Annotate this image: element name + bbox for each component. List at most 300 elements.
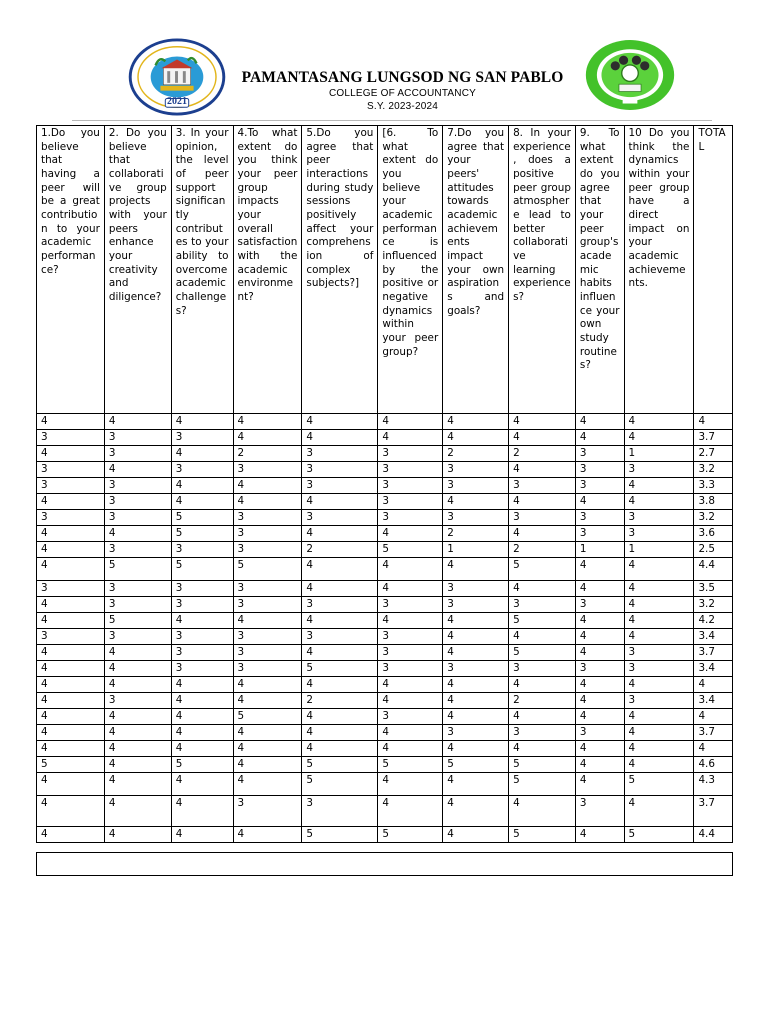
table-row bbox=[37, 725, 733, 741]
table-cell: 3 bbox=[624, 661, 694, 677]
table-cell: 4 bbox=[443, 709, 509, 725]
table-cell: 3 bbox=[171, 597, 233, 613]
table-cell: 3 bbox=[233, 526, 302, 542]
table-cell: 3 bbox=[624, 462, 694, 478]
table-cell: 4 bbox=[233, 725, 302, 741]
table-cell: 3 bbox=[443, 478, 509, 494]
total-cell: 3.7 bbox=[694, 796, 733, 827]
table-cell: 4 bbox=[443, 430, 509, 446]
table-row bbox=[37, 542, 733, 558]
table-cell: 4 bbox=[104, 773, 171, 796]
table-cell: 4 bbox=[378, 741, 443, 757]
total-cell: 3.2 bbox=[694, 597, 733, 613]
total-cell: 4 bbox=[694, 414, 733, 430]
total-cell: 3.5 bbox=[694, 581, 733, 597]
table-cell: 4 bbox=[233, 827, 302, 843]
table-cell: 4 bbox=[171, 709, 233, 725]
table-cell: 4 bbox=[624, 796, 694, 827]
table-cell: 4 bbox=[443, 827, 509, 843]
table-cell: 3 bbox=[171, 645, 233, 661]
table-cell: 3 bbox=[509, 597, 576, 613]
table-cell: 4 bbox=[443, 558, 509, 581]
table-row bbox=[37, 462, 733, 478]
table-cell: 4 bbox=[37, 558, 105, 581]
table-cell: 3 bbox=[378, 597, 443, 613]
table-cell: 4 bbox=[443, 773, 509, 796]
table-cell: 4 bbox=[624, 741, 694, 757]
question-6-header: [6. To what extent do you believe your academic performance is influenced by the positive or negative dynamics within your peer group? bbox=[378, 126, 443, 414]
table-cell: 3 bbox=[104, 581, 171, 597]
total-cell: 3.8 bbox=[694, 494, 733, 510]
table-cell: 3 bbox=[575, 725, 624, 741]
total-cell: 2.5 bbox=[694, 542, 733, 558]
table-cell: 3 bbox=[443, 725, 509, 741]
table-cell: 4 bbox=[624, 725, 694, 741]
table-cell: 3 bbox=[37, 581, 105, 597]
table-cell: 3 bbox=[509, 478, 576, 494]
table-cell: 3 bbox=[233, 510, 302, 526]
table-cell: 4 bbox=[233, 494, 302, 510]
table-cell: 5 bbox=[302, 661, 378, 677]
table-cell: 4 bbox=[302, 709, 378, 725]
table-cell: 4 bbox=[443, 414, 509, 430]
table-cell: 3 bbox=[233, 581, 302, 597]
table-cell: 3 bbox=[378, 462, 443, 478]
table-row bbox=[37, 741, 733, 757]
total-cell: 3.7 bbox=[694, 645, 733, 661]
table-cell: 4 bbox=[575, 827, 624, 843]
table-cell: 4 bbox=[378, 693, 443, 709]
table-cell: 4 bbox=[171, 414, 233, 430]
table-cell: 3 bbox=[378, 709, 443, 725]
table-cell: 4 bbox=[575, 773, 624, 796]
table-cell: 4 bbox=[509, 629, 576, 645]
header-title-block bbox=[230, 68, 575, 113]
table-cell: 3 bbox=[575, 597, 624, 613]
total-cell: 4.4 bbox=[694, 558, 733, 581]
total-cell: 4 bbox=[694, 709, 733, 725]
table-cell: 4 bbox=[509, 677, 576, 693]
table-cell: 4 bbox=[104, 796, 171, 827]
table-cell: 4 bbox=[302, 581, 378, 597]
table-row bbox=[37, 558, 733, 581]
table-cell: 3 bbox=[378, 629, 443, 645]
table-cell: 5 bbox=[104, 613, 171, 629]
table-cell: 4 bbox=[37, 414, 105, 430]
table-cell: 4 bbox=[575, 581, 624, 597]
table-cell: 4 bbox=[378, 581, 443, 597]
table-row bbox=[37, 661, 733, 677]
table-cell: 3 bbox=[509, 510, 576, 526]
table-cell: 4 bbox=[104, 462, 171, 478]
table-cell: 3 bbox=[104, 510, 171, 526]
table-row bbox=[37, 827, 733, 843]
table-row bbox=[37, 597, 733, 613]
table-cell: 5 bbox=[378, 827, 443, 843]
table-cell: 4 bbox=[104, 661, 171, 677]
table-cell: 4 bbox=[171, 741, 233, 757]
table-cell: 4 bbox=[575, 414, 624, 430]
total-cell: 4.6 bbox=[694, 757, 733, 773]
table-cell: 3 bbox=[443, 462, 509, 478]
college-name: COLLEGE OF ACCOUNTANCY bbox=[328, 88, 477, 99]
table-cell: 4 bbox=[104, 526, 171, 542]
table-cell: 3 bbox=[37, 462, 105, 478]
table-cell: 4 bbox=[104, 757, 171, 773]
table-cell: 4 bbox=[233, 773, 302, 796]
university-name: PAMANTASANG LUNGSOD NG SAN PABLO bbox=[241, 69, 564, 86]
table-cell: 3 bbox=[233, 661, 302, 677]
table-cell: 4 bbox=[575, 645, 624, 661]
total-header: TOTAL bbox=[694, 126, 733, 414]
table-row bbox=[37, 773, 733, 796]
table-cell: 3 bbox=[104, 542, 171, 558]
table-cell: 4 bbox=[233, 693, 302, 709]
table-row bbox=[37, 446, 733, 462]
table-cell: 3 bbox=[37, 430, 105, 446]
table-cell: 2 bbox=[509, 446, 576, 462]
table-cell: 4 bbox=[37, 494, 105, 510]
table-cell: 3 bbox=[37, 510, 105, 526]
table-cell: 4 bbox=[233, 677, 302, 693]
table-cell: 3 bbox=[302, 597, 378, 613]
table-cell: 3 bbox=[37, 478, 105, 494]
table-cell: 4 bbox=[37, 693, 105, 709]
table-cell: 4 bbox=[37, 661, 105, 677]
table-cell: 4 bbox=[509, 796, 576, 827]
table-cell: 4 bbox=[104, 709, 171, 725]
table-cell: 3 bbox=[171, 629, 233, 645]
table-cell: 4 bbox=[37, 827, 105, 843]
table-cell: 3 bbox=[104, 494, 171, 510]
table-cell: 4 bbox=[233, 478, 302, 494]
table-cell: 4 bbox=[37, 773, 105, 796]
table-cell: 5 bbox=[37, 757, 105, 773]
table-cell: 4 bbox=[509, 462, 576, 478]
table-cell: 3 bbox=[443, 581, 509, 597]
table-cell: 4 bbox=[575, 741, 624, 757]
table-cell: 4 bbox=[509, 414, 576, 430]
total-cell: 3.2 bbox=[694, 462, 733, 478]
table-cell: 3 bbox=[104, 430, 171, 446]
table-cell: 4 bbox=[104, 645, 171, 661]
question-3-header: 3. In your opinion, the level of peer support significantly contributes to your ability to overcome academic challenges? bbox=[171, 126, 233, 414]
table-cell: 4 bbox=[171, 677, 233, 693]
total-cell: 3.3 bbox=[694, 478, 733, 494]
table-cell: 3 bbox=[171, 430, 233, 446]
table-cell: 3 bbox=[233, 462, 302, 478]
table-row bbox=[37, 414, 733, 430]
question-8-header: 8. In your experience, does a positive peer group atmosphere lead to better collaborative learning experiences? bbox=[509, 126, 576, 414]
table-cell: 3 bbox=[104, 693, 171, 709]
table-cell: 3 bbox=[378, 510, 443, 526]
table-cell: 3 bbox=[171, 462, 233, 478]
table-cell: 5 bbox=[509, 757, 576, 773]
table-cell: 3 bbox=[378, 478, 443, 494]
table-cell: 5 bbox=[233, 558, 302, 581]
table-cell: 4 bbox=[37, 709, 105, 725]
table-row bbox=[37, 645, 733, 661]
table-cell: 4 bbox=[37, 526, 105, 542]
table-cell: 5 bbox=[509, 645, 576, 661]
table-cell: 4 bbox=[104, 741, 171, 757]
table-cell: 3 bbox=[624, 526, 694, 542]
table-row bbox=[37, 677, 733, 693]
table-cell: 3 bbox=[378, 494, 443, 510]
table-cell: 1 bbox=[624, 446, 694, 462]
table-cell: 4 bbox=[302, 494, 378, 510]
table-cell: 5 bbox=[302, 773, 378, 796]
question-1-header: 1.Do you believe that having a peer will be a great contribution to your academic performance? bbox=[37, 126, 105, 414]
table-cell: 3 bbox=[443, 510, 509, 526]
table-cell: 2 bbox=[233, 446, 302, 462]
college-seal-icon bbox=[584, 37, 676, 113]
table-cell: 4 bbox=[378, 725, 443, 741]
table-cell: 3 bbox=[171, 581, 233, 597]
table-cell: 4 bbox=[575, 757, 624, 773]
total-cell: 3.7 bbox=[694, 725, 733, 741]
total-cell: 4 bbox=[694, 677, 733, 693]
table-cell: 4 bbox=[37, 645, 105, 661]
table-cell: 4 bbox=[624, 581, 694, 597]
table-cell: 4 bbox=[171, 725, 233, 741]
table-cell: 4 bbox=[171, 494, 233, 510]
table-cell: 4 bbox=[171, 613, 233, 629]
table-cell: 5 bbox=[171, 558, 233, 581]
total-cell: 4.3 bbox=[694, 773, 733, 796]
table-cell: 4 bbox=[171, 827, 233, 843]
table-cell: 3 bbox=[104, 478, 171, 494]
table-cell: 4 bbox=[104, 414, 171, 430]
table-cell: 4 bbox=[302, 430, 378, 446]
table-cell: 4 bbox=[302, 741, 378, 757]
table-row bbox=[37, 757, 733, 773]
total-cell: 3.4 bbox=[694, 661, 733, 677]
question-10-header: 10 Do you think the dynamics within your peer group have a direct impact on your academic achievements. bbox=[624, 126, 694, 414]
table-cell: 3 bbox=[233, 645, 302, 661]
table-cell: 4 bbox=[624, 494, 694, 510]
table-cell: 1 bbox=[575, 542, 624, 558]
table-cell: 4 bbox=[443, 645, 509, 661]
table-row bbox=[37, 709, 733, 725]
table-cell: 5 bbox=[443, 757, 509, 773]
table-cell: 4 bbox=[509, 709, 576, 725]
table-cell: 2 bbox=[509, 542, 576, 558]
table-cell: 4 bbox=[624, 597, 694, 613]
table-cell: 4 bbox=[624, 709, 694, 725]
table-cell: 5 bbox=[509, 773, 576, 796]
table-cell: 3 bbox=[443, 661, 509, 677]
table-row bbox=[37, 510, 733, 526]
table-cell: 2 bbox=[302, 542, 378, 558]
table-cell: 5 bbox=[624, 773, 694, 796]
table-row bbox=[37, 494, 733, 510]
table-row bbox=[37, 526, 733, 542]
table-cell: 4 bbox=[302, 677, 378, 693]
table-cell: 5 bbox=[171, 526, 233, 542]
table-cell: 3 bbox=[302, 462, 378, 478]
table-row bbox=[37, 613, 733, 629]
table-cell: 4 bbox=[624, 558, 694, 581]
table-cell: 5 bbox=[509, 827, 576, 843]
table-cell: 4 bbox=[302, 526, 378, 542]
table-cell: 3 bbox=[624, 645, 694, 661]
table-cell: 4 bbox=[37, 542, 105, 558]
table-cell: 2 bbox=[443, 446, 509, 462]
total-cell: 4.2 bbox=[694, 613, 733, 629]
table-cell: 4 bbox=[37, 613, 105, 629]
table-cell: 4 bbox=[171, 693, 233, 709]
table-cell: 5 bbox=[233, 709, 302, 725]
table-cell: 3 bbox=[233, 796, 302, 827]
table-cell: 4 bbox=[302, 558, 378, 581]
table-cell: 4 bbox=[302, 414, 378, 430]
table-cell: 4 bbox=[443, 693, 509, 709]
table-cell: 3 bbox=[104, 446, 171, 462]
table-cell: 4 bbox=[378, 796, 443, 827]
table-cell: 4 bbox=[624, 677, 694, 693]
table-cell: 4 bbox=[171, 478, 233, 494]
table-cell: 3 bbox=[37, 629, 105, 645]
table-cell: 4 bbox=[443, 741, 509, 757]
header-divider bbox=[72, 120, 712, 121]
table-cell: 4 bbox=[37, 446, 105, 462]
table-cell: 4 bbox=[37, 725, 105, 741]
table-cell: 4 bbox=[443, 677, 509, 693]
table-row bbox=[37, 796, 733, 827]
table-cell: 3 bbox=[575, 526, 624, 542]
table-cell: 2 bbox=[443, 526, 509, 542]
table-cell: 4 bbox=[104, 827, 171, 843]
table-cell: 4 bbox=[624, 629, 694, 645]
table-cell: 3 bbox=[302, 446, 378, 462]
table-cell: 4 bbox=[443, 796, 509, 827]
table-cell: 3 bbox=[302, 510, 378, 526]
table-cell: 4 bbox=[104, 725, 171, 741]
question-9-header: 9. To what extent do you agree that your peer group's academic habits influence your own study routines? bbox=[575, 126, 624, 414]
total-cell: 3.4 bbox=[694, 629, 733, 645]
table-cell: 4 bbox=[302, 613, 378, 629]
table-cell: 4 bbox=[509, 526, 576, 542]
table-cell: 3 bbox=[171, 661, 233, 677]
table-cell: 4 bbox=[233, 414, 302, 430]
table-cell: 3 bbox=[575, 796, 624, 827]
table-cell: 3 bbox=[233, 542, 302, 558]
table-cell: 2 bbox=[509, 693, 576, 709]
table-cell: 3 bbox=[302, 796, 378, 827]
table-cell: 1 bbox=[624, 542, 694, 558]
table-cell: 4 bbox=[171, 446, 233, 462]
table-cell: 4 bbox=[624, 430, 694, 446]
table-cell: 4 bbox=[378, 773, 443, 796]
table-cell: 4 bbox=[509, 741, 576, 757]
table-cell: 4 bbox=[624, 414, 694, 430]
table-cell: 3 bbox=[575, 510, 624, 526]
table-cell: 4 bbox=[233, 430, 302, 446]
school-year: S.Y. 2023-2024 bbox=[366, 101, 438, 112]
table-row bbox=[37, 693, 733, 709]
table-cell: 4 bbox=[302, 725, 378, 741]
table-cell: 4 bbox=[443, 494, 509, 510]
table-cell: 5 bbox=[509, 558, 576, 581]
table-cell: 4 bbox=[378, 677, 443, 693]
table-cell: 3 bbox=[624, 510, 694, 526]
table-cell: 5 bbox=[104, 558, 171, 581]
table-cell: 4 bbox=[233, 613, 302, 629]
question-5-header: 5.Do you agree that peer interactions during study sessions positively affect your comprehension of complex subjects?] bbox=[302, 126, 378, 414]
table-cell: 4 bbox=[624, 478, 694, 494]
table-row bbox=[37, 581, 733, 597]
table-cell: 5 bbox=[171, 510, 233, 526]
table-cell: 4 bbox=[575, 613, 624, 629]
table-cell: 4 bbox=[233, 741, 302, 757]
table-cell: 5 bbox=[171, 757, 233, 773]
table-cell: 3 bbox=[443, 597, 509, 613]
table-cell: 4 bbox=[575, 494, 624, 510]
table-cell: 3 bbox=[378, 661, 443, 677]
table-cell: 5 bbox=[378, 542, 443, 558]
table-row bbox=[37, 430, 733, 446]
table-cell: 4 bbox=[37, 597, 105, 613]
table-cell: 3 bbox=[575, 446, 624, 462]
table-cell: 3 bbox=[509, 661, 576, 677]
survey-table bbox=[36, 125, 733, 843]
table-cell: 5 bbox=[302, 757, 378, 773]
table-cell: 4 bbox=[575, 629, 624, 645]
empty-footer-row bbox=[36, 852, 733, 876]
table-cell: 4 bbox=[443, 629, 509, 645]
question-7-header: 7.Do you agree that your peers' attitudes towards academic achievements impact your own aspirations and goals? bbox=[443, 126, 509, 414]
total-cell: 3.4 bbox=[694, 693, 733, 709]
total-cell: 3.2 bbox=[694, 510, 733, 526]
table-cell: 4 bbox=[378, 414, 443, 430]
total-cell: 3.6 bbox=[694, 526, 733, 542]
table-body bbox=[37, 414, 733, 843]
table-cell: 4 bbox=[575, 693, 624, 709]
table-cell: 3 bbox=[104, 597, 171, 613]
table-cell: 3 bbox=[509, 725, 576, 741]
table-cell: 3 bbox=[302, 478, 378, 494]
left-logo-year: 2021 bbox=[167, 96, 187, 107]
total-cell: 2.7 bbox=[694, 446, 733, 462]
table-cell: 4 bbox=[443, 613, 509, 629]
table-cell: 4 bbox=[378, 526, 443, 542]
table-cell: 4 bbox=[171, 796, 233, 827]
table-cell: 2 bbox=[302, 693, 378, 709]
table-cell: 4 bbox=[378, 613, 443, 629]
table-cell: 4 bbox=[624, 613, 694, 629]
table-cell: 4 bbox=[37, 741, 105, 757]
table-cell: 3 bbox=[624, 693, 694, 709]
table-cell: 4 bbox=[509, 430, 576, 446]
question-4-header: 4.To what extent do you think your peer group impacts your overall satisfaction with the academic environment? bbox=[233, 126, 302, 414]
total-cell: 4.4 bbox=[694, 827, 733, 843]
table-cell: 3 bbox=[575, 462, 624, 478]
table-cell: 3 bbox=[233, 629, 302, 645]
table-cell: 4 bbox=[37, 677, 105, 693]
table-cell: 3 bbox=[233, 597, 302, 613]
table-cell: 4 bbox=[509, 494, 576, 510]
table-cell: 3 bbox=[575, 661, 624, 677]
table-cell: 4 bbox=[104, 677, 171, 693]
table-cell: 3 bbox=[575, 478, 624, 494]
table-cell: 4 bbox=[233, 757, 302, 773]
table-cell: 3 bbox=[378, 645, 443, 661]
table-cell: 4 bbox=[37, 796, 105, 827]
table-cell: 5 bbox=[624, 827, 694, 843]
table-row bbox=[37, 629, 733, 645]
table-cell: 3 bbox=[104, 629, 171, 645]
